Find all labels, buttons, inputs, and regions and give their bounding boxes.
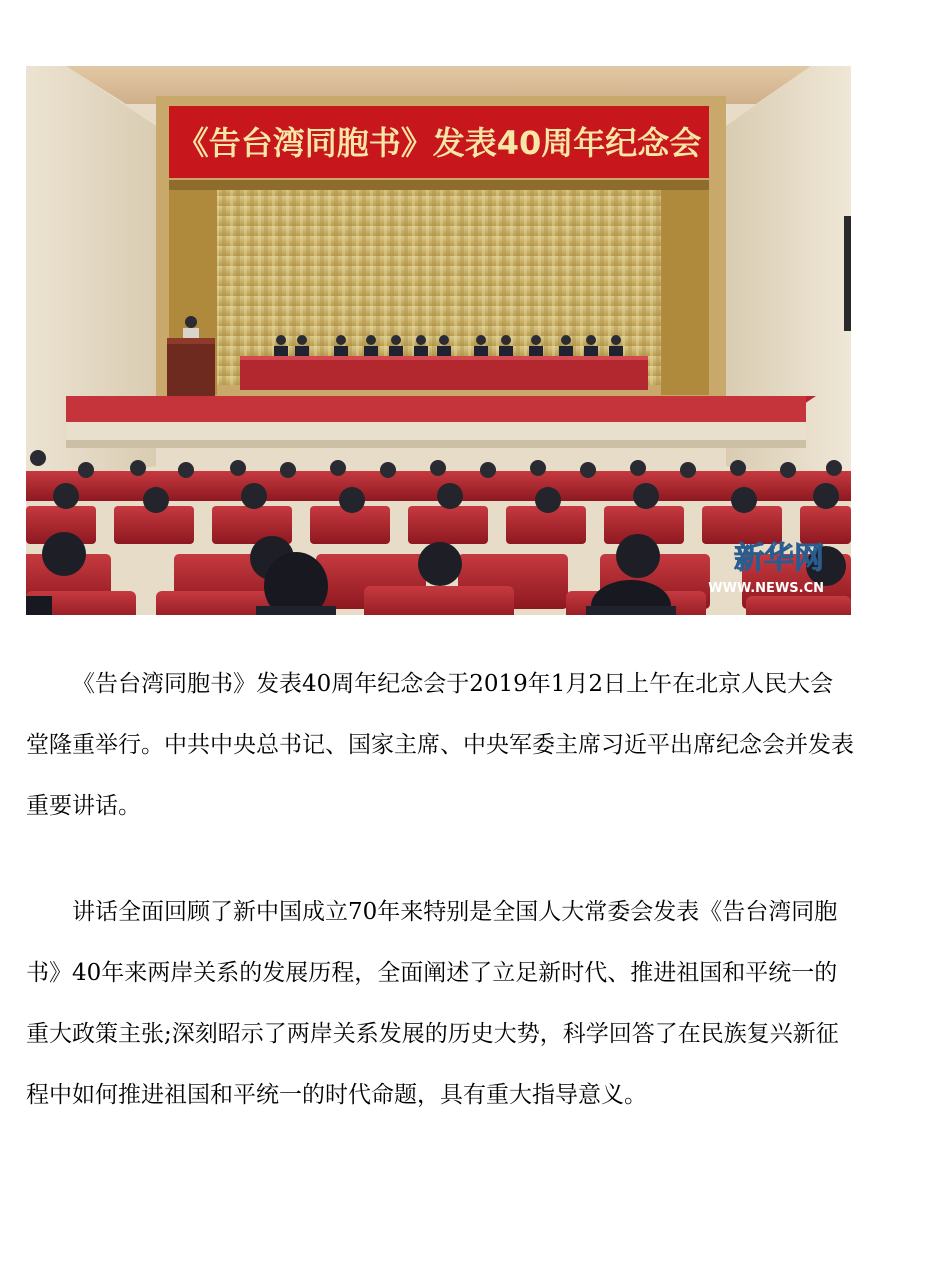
article-paragraph-1: 《告台湾同胞书》发表40周年纪念会于2019年1月2日上午在北京人民大会堂隆重举行。中共中央总书记、国家主席、中央军委主席习近平出席纪念会并发表重要讲话。 [26, 671, 854, 819]
watermark-url: WWW.NEWS.CN [708, 581, 824, 596]
watermark-logo: 新华网 [734, 541, 824, 576]
article-paragraph-2: 讲话全面回顾了新中国成立70年来特别是全国人大常委会发表《告台湾同胞书》40年来两岸关系的发展历程，全面阐述了立足新时代、推进祖国和平统一的重大政策主张;深刻昭示了两岸关系发展的历史大势，科学回答了在民族复兴新征程中如何推进祖国和平统一的时代命题，具有重大指导意义。 [26, 899, 839, 1108]
banner-text: 《告台湾同胞书》发表40周年纪念会 [176, 124, 702, 162]
meeting-photo [26, 66, 851, 615]
